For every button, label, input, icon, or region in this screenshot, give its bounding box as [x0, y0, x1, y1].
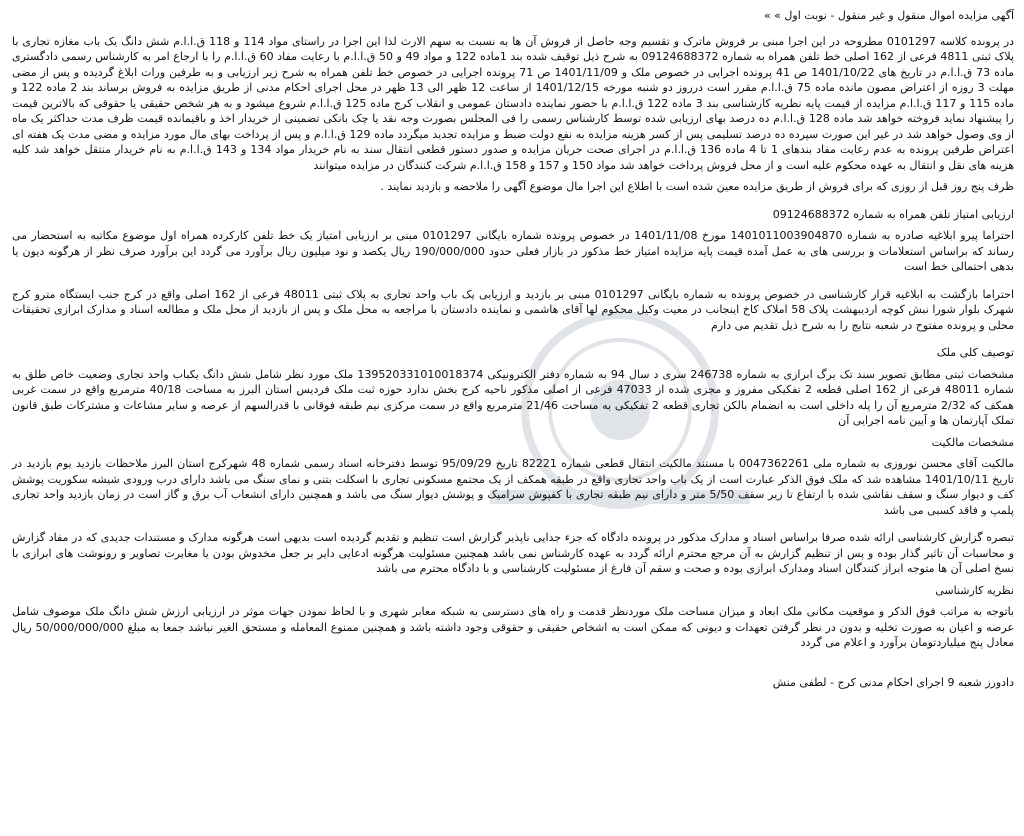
expert-opinion-paragraph: باتوجه به مراتب فوق الذکر و موقعیت مکانی ملک ابعاد و میزان مساحت ملک موردنظر قدمت و راه های دسترسی به شبکه معابر شهری و با لحاظ نمودن جهات موثر در ارزیابی ارزش شش دانگ ملک موصوف شامل عرصه و اعیان به صورت تخلیه و بدون در نظر گرفتن تعهدات و دیونی که ممکن است به اشخاص حقیقی و حقوقی وجود داشته باشد و همچنین ممنوع المعامله و مستحق الغیر نباشد جمعا به مبلغ 50/000/000/000 ریال معادل پنج میلیاردتومان برآورد و اعلام می گردد: [12, 605, 1015, 649]
intro-paragraph: در پرونده کلاسه 0101297 مطروحه در این اجرا مبنی بر فروش ماترک و تقسیم وجه حاصل از فروش آن ها به نسبت به سهم الارث لذا این اجرا در راستای مواد 114 و 118 ق.ا.ا.م شش دانگ یک باب مغازه تجاری با پلاک ثبتی 4811 فرعی از 162 اصلی خط تلفن همراه به شماره 09124688372 به شرح ذیل توقیف شده بند 1ماده 122 و مواد 49 و 50 ق.ا.ا.م با رعایت مفاد 60 ق.ا.ا.م را با ارجاع امر به کارشناس رسمی دادگستری ماده 73 ق.ا.ا.م در تاریخ های 1401/10/22 ص 41 پرونده اجرایی در خصوص ملک و 1401/11/09 ص 71 پرونده اجرایی در خصوص خط تلفن همراه به شرح زیر ارزیابی و به طرفین ورات ابلاغ گردیده و پس از مضی مهلت 3 روزه از اعتراض مصون مانده ماده 75 ق.ا.ا.م مقرر است درروز دو شنبه مورخه 1401/12/15 از ساعت 12 ظهر الی 13 ظهر در محل اجرای احکام مدنی از طریق مزایده به فروش برساند بند 2 ماده 122 و ماده 115 و 117 ق.ا.ا.م مزایده از قیمت پایه نظریه کارشناسی بند 3 ماده 122 ق.ا.ا.م با حضور نماینده دادستان عمومی و انقلاب کرج ماده 125 ق.ا.ا.م شروع میشود و به هر شخص حقیقی یا حقوقی که بالاترین قیمت را پیشنهاد نماید فروخته خواهد شد ماده 128 ق.ا.ا.م ده درصد بهای ارزیابی شده توسط کارشناس رسمی را فی المجلس بصورت وجه نقد یا چک بانکی تضمینی از خریدار اخذ و باقیمانده قیمت ظرف مدت حداکثر یک ماه از وی وصول خواهد شد در غیر این صورت سپرده ده درصد تسلیمی پس از کسر هزینه مزایده به نفع دولت ضبط و مزایده تجدید میگردد ماده 129 ق.ا.ا.م و پس از پرداخت بهای مال مورد مزایده و مضی مدت یک هفته ای اعتراض طرفین پرونده به عدم رعایت مفاد بندهای 1 تا 4 ماده 136 ق.ا.ا.م در اجرای صحت جریان مزایده و صدور دستور قطعی انتقال سند به نام خریدار مواد 134 و 143 ق.ا.ا.م به نام خریدار منتقل خواهد شد کلیه هزینه های نقل و انتقال به عهده محکوم علیه است و از محل فروش پرداخت خواهد شد مواد 150 و 157 و 158 ق.ا.ا.م شرکت کنندگان در مزایده میتوانند: [12, 34, 1015, 172]
signature-footer: دادورز شعبه 9 اجرای احکام مدنی کرج - لطفی منش: [772, 675, 1014, 689]
property-inspection-paragraph: احتراما بازگشت به ابلاغیه قرار کارشناسی در خصوص پرونده به شماره بایگانی 0101297 مبنی بر بازدید و ارزیابی یک باب واحد تجاری به پلاک ثبتی 48011 فرعی از 162 اصلی واقع در کرج جنب ایستگاه مترو کرج شهرک بلوار شورا نبش کوچه اردیبهشت پلاک 58 املاک کاخ اینجانب در معیت وکیل محکوم لها آقای هاشمی و نماینده دادستان با مراجعه به محل ملک و پس از بازدید از محل ملک و مطالعه اسناد و مدارک ابرازی تحقیقات محلی و پرونده مفتوح در شعبه نتایج را به شرح ذیل تقدیم می دارم: [12, 287, 1015, 332]
phone-valuation-heading: ارزیابی امتیاز تلفن همراه به شماره 09124688372: [772, 207, 1014, 221]
expert-opinion-heading: نظریه کارشناسی: [935, 583, 1014, 597]
ownership-heading: مشخصات مالکیت: [931, 435, 1014, 449]
general-description-heading: توصیف کلی ملک: [936, 346, 1014, 359]
disclaimer-paragraph: تبصره گزارش کارشناسی ارائه شده صرفا براساس اسناد و مدارک مذکور در پرونده دادگاه که جزء جدایی ناپذیر گزارش است تنظیم و تقدیم گردیده است بدیهی است هرگونه مدارک و مستندات جدیدی که در مفاد گزارش و محاسبات آن تاثیر گذار بوده و پس از تنظیم گزارش به آن مرجع محترم ارائه گردد به عهده کارشناس نمی باشد همچنین مسئولیت هرگونه ادعایی دایر بر جعل مخدوش بودن یا مغایرت تصاویر و رونوشت های ابرازی با نسخ اصلی آن ها متوجه ابراز کنندگان اسناد ومدارک ابرازی بوده و صحت و سقم آن فارغ از مسئولیت کارشناسی و با دادگاه محترم می باشد: [12, 531, 1014, 575]
notice-title: آگهی مزایده اموال منقول و غیر منقول - نوبت اول » »: [763, 9, 1014, 22]
registration-details-paragraph: مشخصات ثبتی مطابق تصویر سند تک برگ ابرازی به شماره 246738 سری د سال 94 به شماره دفتر الکترونیکی 139520331010018374 ملک مورد نظر شامل شش دانگ یکباب واحد تجاری وضعیت خاص طلق به شماره 48011 فرعی از 162 اصلی قطعه 2 تفکیکی مفروز و مجزی شده از 47033 فرعی از اصلی مذکور ناحیه کرج بخش ندارد حوزه ثبت ملک فردیس استان البرز به مساحت 40/18 مترمربع واقع در سمت غربی همکف که 2/32 مترمربع آن را پله داخلی است به انضمام بالکن تجاری قطعه 2 تفکیکی به مساحت 21/46 مترمربع واقع در سمت مرکزی نیم طبقه فوقانی با قدرالسهم از عرصه و سایر مشاعات و مشترکات طبق قانون تملک آپارتمان ها و آیین نامه اجرایی آن: [12, 367, 1015, 427]
ownership-paragraph: مالکیت آقای محسن نوروزی به شماره ملی 0047362261 با مستند مالکیت انتقال قطعی شماره 82221 تاریخ 95/09/29 توسط دفترخانه اسناد رسمی شماره 48 شهرکرج استان البرز ملاحظات بازدید یوم بازدید در تاریخ 1401/10/11 مشاهده شد که ملک فوق الذکر عبارت است از یک باب واحد تجاری واقع در طبقه همکف از یک مجتمع مسکونی تجاری با اسکلت بتنی و نمای سنگ می باشد دارای درب ورودی شیشه سکوریت پوشش کف و دیوار سنگ و سقف نقاشی شده با ارتفاع تا زیر سقف 5/50 متر و دارای نیم طبقه تجاری با کفپوش سرامیک و پوشش دیوار سنگ می باشد و همچنین دارای انشعاب آب برق و گاز است در زمان بازدید واحد تجاری پلمپ و فاقد کسبی می باشد: [12, 457, 1014, 517]
visit-paragraph: ظرف پنج روز قبل از روزی که برای فروش از طریق مزایده معین شده است با اطلاع این اجرا مال موضوع آگهی را ملاحضه و بازدید نمایند .: [380, 180, 1014, 193]
phone-valuation-paragraph: احتراما پیرو ابلاغیه صادره به شماره 1401011003904870 مورخ 1401/11/08 در خصوص پرونده شماره بایگانی 0101297 مبنی بر ارزیابی امتیاز یک خط تلفن کارکرده همراه اول موضوع مکاتبه به استحضار می رساند که براساس استعلامات و بررسی های به عمل آمده قیمت پایه مزایده امتیاز خط مذکور در بازار فعلی حدود 190/000/000 ریال یکصد و نود میلیون ریال برآورد می گردد این برآورد صرف نظر از هرگونه دیون یا بدهی احتمالی خط است: [12, 229, 1014, 273]
